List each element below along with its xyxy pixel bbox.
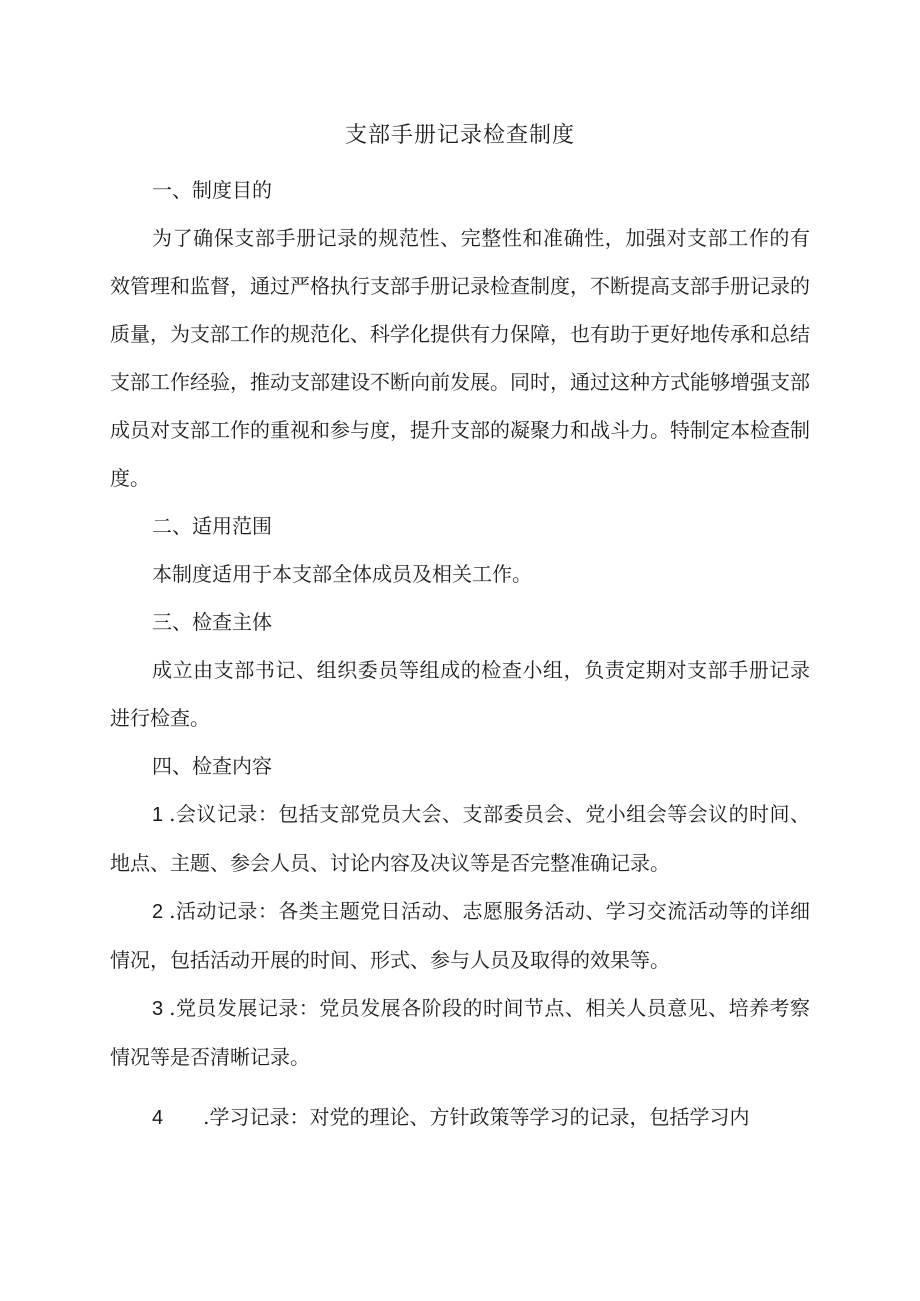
section-heading-content: 四、检查内容 bbox=[152, 754, 272, 778]
section-body-scope: 本制度适用于本支部全体成员及相关工作。 bbox=[152, 562, 532, 586]
section-body-purpose: 为了确保支部手册记录的规范性、完整性和准确性，加强对支部工作的有效管理和监督，通过严格执行支部手册记录检查制度，不断提高支部手册记录的质量，为支部工作的规范化、科学化提供有力保障，也有助于更好地传承和总结支部工作经验，推动支部建设不断向前发展。同时，通过这种方式能够增强支部成员对支部工作的重视和参与度，提升支部的凝聚力和战斗力。特制定本检查制度。 bbox=[110, 226, 810, 490]
document-title: 支部手册记录检查制度 bbox=[344, 123, 575, 148]
list-item bbox=[110, 887, 810, 984]
section-heading-scope: 二、适用范围 bbox=[152, 514, 272, 538]
section-body-subject: 成立由支部书记、组织委员等组成的检查小组，负责定期对支部手册记录进行检查。 bbox=[110, 658, 810, 730]
list-item-number: 4 bbox=[152, 1107, 164, 1129]
document-body bbox=[110, 166, 810, 1142]
list-item-text: .学习记录：对党的理论、方针政策等学习的记录，包括学习内 bbox=[203, 1105, 750, 1129]
list-item-number: 1 bbox=[152, 804, 164, 826]
list-item bbox=[110, 984, 810, 1081]
list-item-text: .会议记录：包括支部党员大会、支部委员会、党小组会等会议的时间、地点、主题、参会人员、讨论内容及决议等是否完整准确记录。 bbox=[110, 802, 810, 875]
list-item-number: 3 bbox=[152, 998, 164, 1020]
list-item bbox=[110, 790, 810, 887]
list-item-text: .活动记录：各类主题党日活动、志愿服务活动、学习交流活动等的详细情况，包括活动开展的时间、形式、参与人员及取得的效果等。 bbox=[110, 899, 810, 972]
list-item-number: 2 bbox=[152, 901, 164, 923]
list-item-text: .党员发展记录：党员发展各阶段的时间节点、相关人员意见、培养考察情况等是否清晰记录。 bbox=[110, 996, 810, 1069]
list-item bbox=[110, 1093, 810, 1142]
section-heading-purpose: 一、制度目的 bbox=[152, 178, 272, 202]
section-heading-subject: 三、检查主体 bbox=[152, 610, 272, 634]
